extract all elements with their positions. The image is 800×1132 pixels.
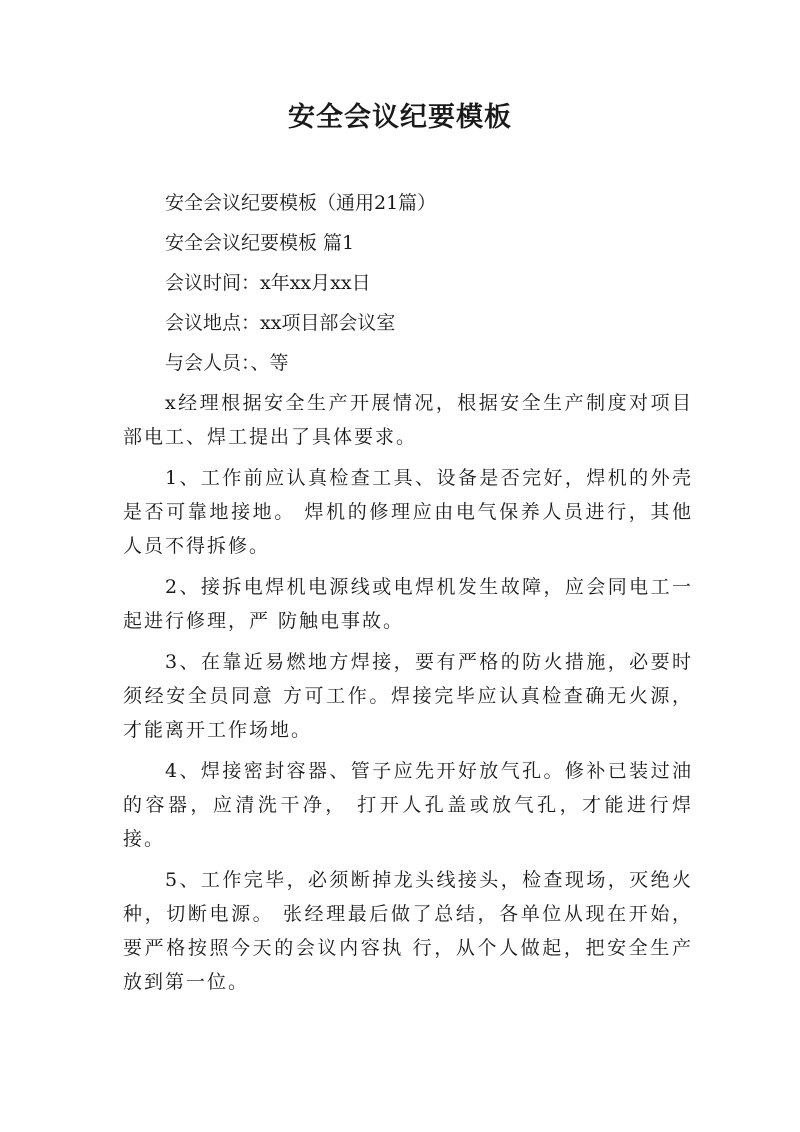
meeting-location: 会议地点：xx项目部会议室 (165, 312, 396, 334)
meeting-time: 会议时间：x年xx月xx日 (165, 272, 371, 294)
document-title: 安全会议纪要模板 (288, 102, 512, 133)
intro-paragraph: x经理根据安全生产开展情况，根据安全生产制度对项目部电工、焊工提出了具体要求。 (123, 392, 693, 448)
document-body (123, 183, 693, 1006)
section-heading: 安全会议纪要模板 篇1 (165, 232, 355, 254)
rule-paragraph-1: 1、工作前应认真检查工具、设备是否完好，焊机的外壳是否可靠地接地。 焊机的修理应由电气保养人员进行，其他人员不得拆修。 (123, 467, 693, 557)
subtitle-line: 安全会议纪要模板（通用21篇） (165, 192, 437, 214)
rule-paragraph-5: 5、工作完毕，必须断掉龙头线接头，检查现场，灭绝火种，切断电源。 张经理最后做了总结，各单位从现在开始，要严格按照今天的会议内容执 行，从个人做起，把安全生产放到第一位。 (123, 869, 693, 993)
rule-paragraph-2: 2、接拆电焊机电源线或电焊机发生故障，应会同电工一起进行修理，严 防触电事故。 (123, 576, 693, 632)
rule-paragraph-4: 4、焊接密封容器、管子应先开好放气孔。修补已装过油的容器，应清洗干净， 打开人孔盖或放气孔，才能进行焊接。 (123, 760, 693, 850)
rule-paragraph-3: 3、在靠近易燃地方焊接，要有严格的防火措施，必要时须经安全员同意 方可工作。焊接完毕应认真检查确无火源，才能离开工作场地。 (123, 651, 693, 741)
attendees: 与会人员：、等 (165, 352, 289, 374)
